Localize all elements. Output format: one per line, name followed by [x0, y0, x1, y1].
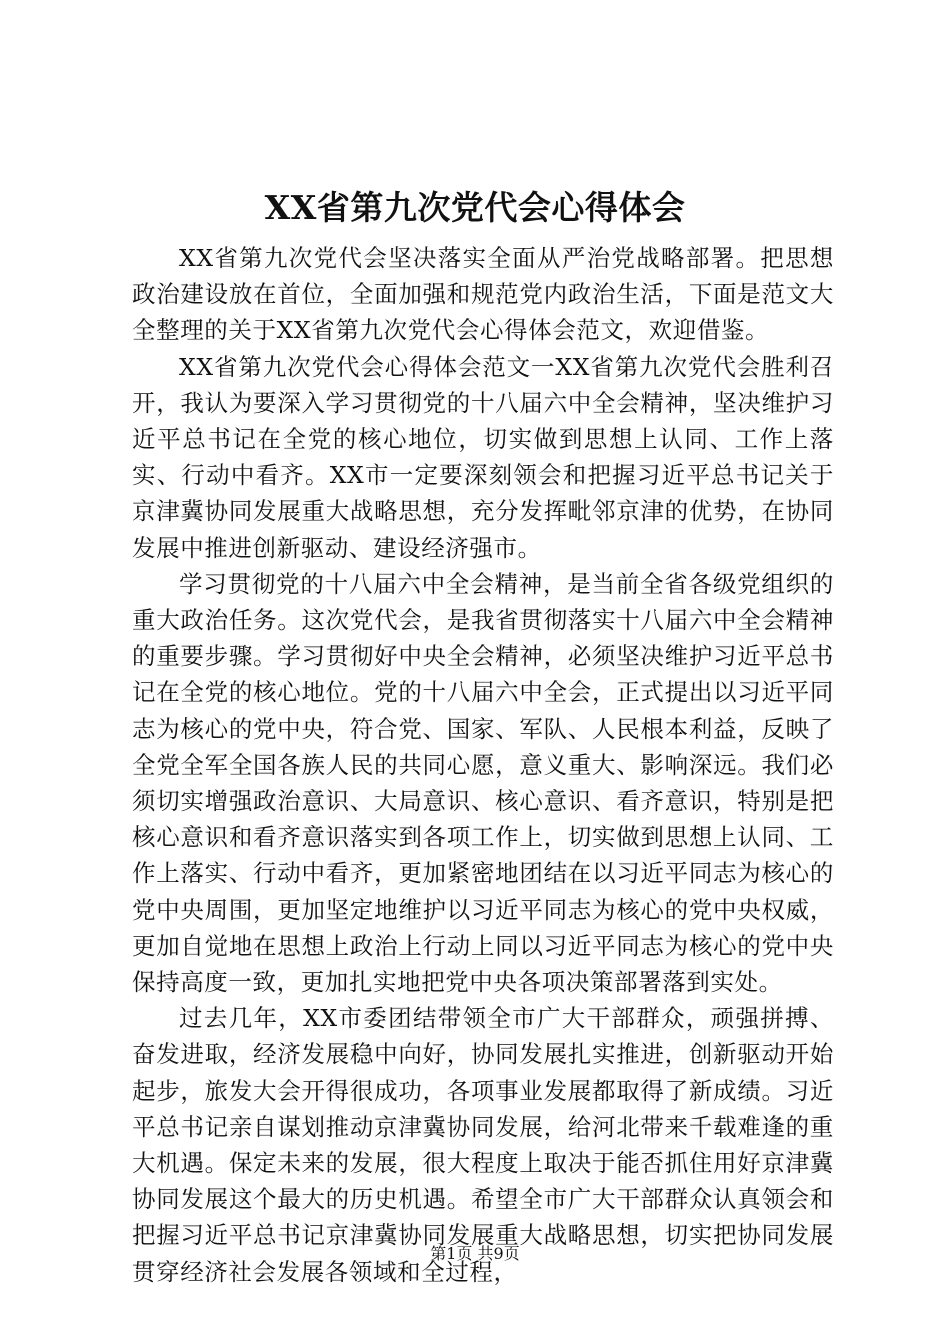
document-body — [132, 240, 834, 1290]
paragraph-study-spirit: 学习贯彻党的十八届六中全会精神，是当前全省各级党组织的重大政治任务。这次党代会，是我省贯彻落实十八届六中全会精神的重要步骤。学习贯彻好中央全会精神，必须坚决维护习近平总书记在全党的核心地位。党的十八届六中全会，正式提出以习近平同志为核心的党中央，符合党、国家、军队、人民根本利益，反映了全党全军全国各族人民的共同心愿，意义重大、影响深远。我们必须切实增强政治意识、大局意识、核心意识、看齐意识，特别是把核心意识和看齐意识落实到各项工作上，切实做到思想上认同、工作上落实、行动中看齐，更加紧密地团结在以习近平同志为核心的党中央周围，更加坚定地维护以习近平同志为核心的党中央权威，更加自觉地在思想上政治上行动上同以习近平同志为核心的党中央保持高度一致，更加扎实地把党中央各项决策部署落到实处。 — [132, 569, 834, 997]
page-footer: 第1页 共9页 — [430, 1244, 520, 1263]
paragraph-sample-one: XX省第九次党代会心得体会范文一XX省第九次党代会胜利召开，我认为要深入学习贯彻党的十八届六中全会精神，坚决维护习近平总书记在全党的核心地位，切实做到思想上认同、工作上落实、行动中看齐。XX市一定要深刻领会和把握习近平总书记关于京津冀协同发展重大战略思想，充分发挥毗邻京津的优势，在协同发展中推进创新驱动、建设经济强市。 — [132, 352, 834, 562]
document-title: XX省第九次党代会心得体会 — [264, 188, 686, 227]
paragraph-past-years: 过去几年，XX市委团结带领全市广大干部群众，顽强拼搏、奋发进取，经济发展稳中向好，协同发展扎实推进，创新驱动开始起步，旅发大会开得很成功，各项事业发展都取得了新成绩。习近平总书记亲自谋划推动京津冀协同发展，给河北带来千载难逢的重大机遇。保定未来的发展，很大程度上取决于能否抓住用好京津冀协同发展这个最大的历史机遇。希望全市广大干部群众认真领会和把握习近平总书记京津冀协同发展重大战略思想，切实把协同发展贯穿经济社会发展各领域和全过程， — [132, 1004, 834, 1286]
paragraph-intro: XX省第九次党代会坚决落实全面从严治党战略部署。把思想政治建设放在首位，全面加强和规范党内政治生活，下面是范文大全整理的关于XX省第九次党代会心得体会范文，欢迎借鉴。 — [132, 244, 834, 345]
